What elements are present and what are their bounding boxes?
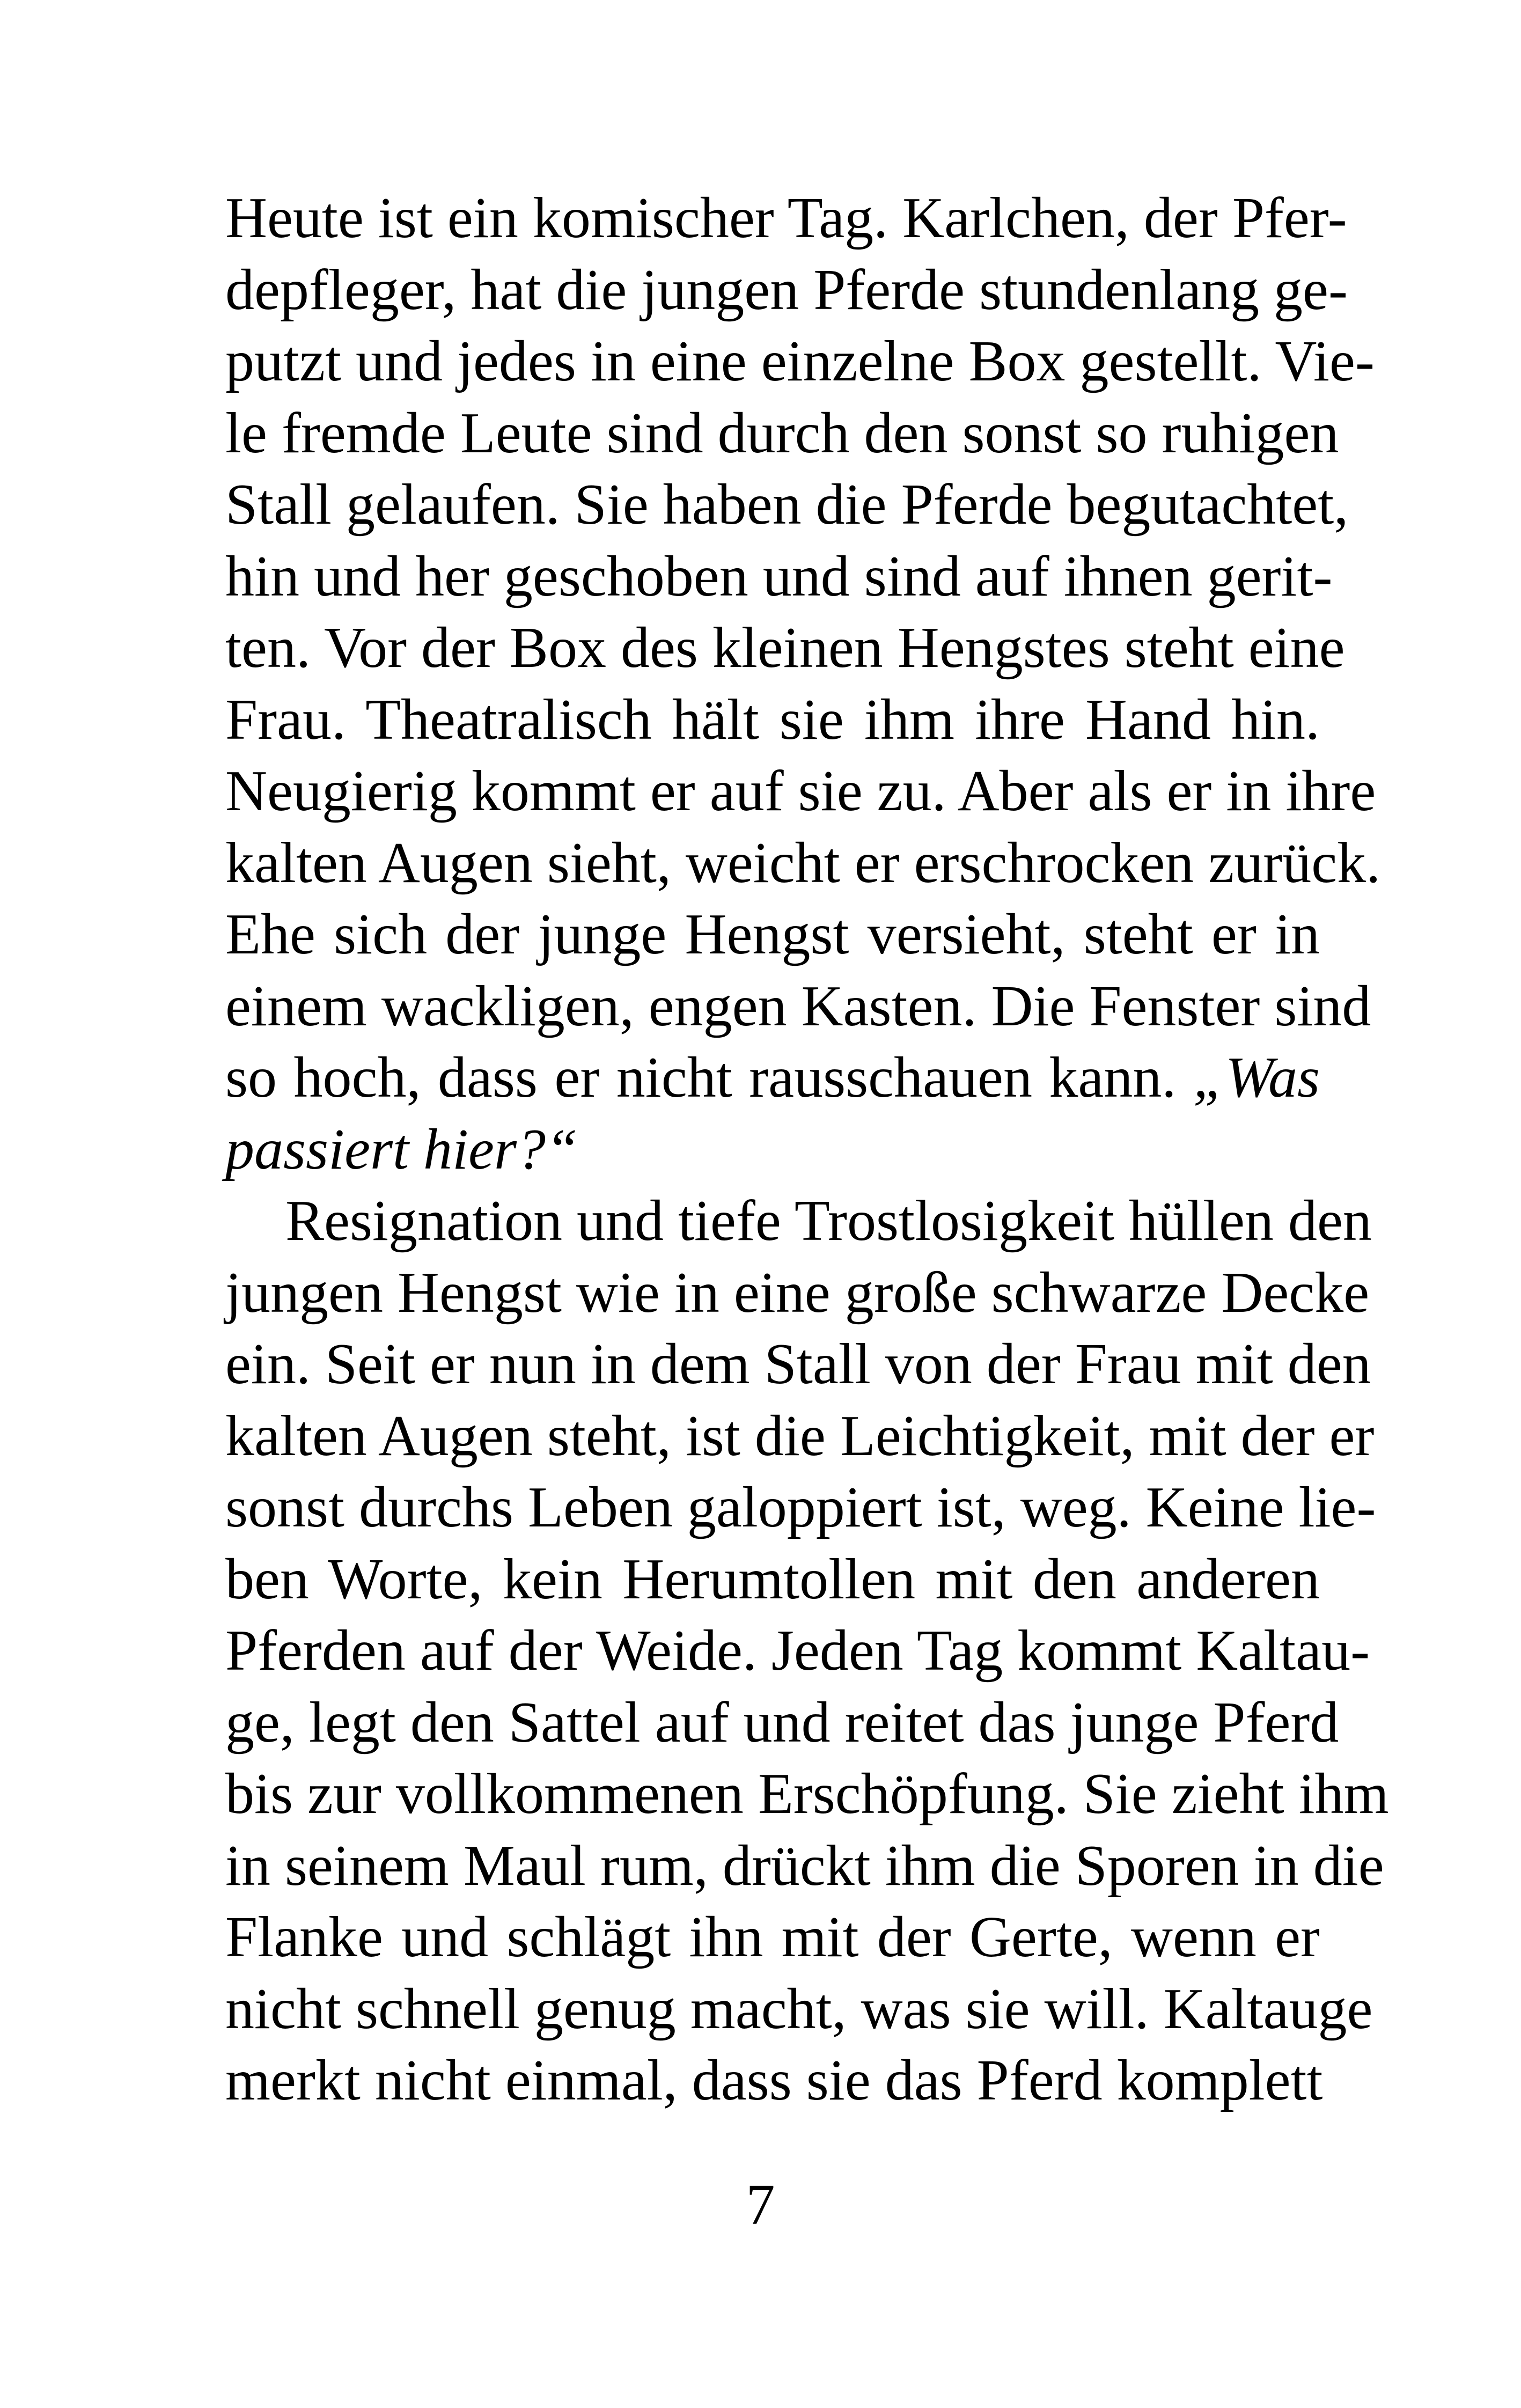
text-line: in seinem Maul rum, drückt ihm die Sporen in die bbox=[225, 1833, 1384, 1898]
text-line: ein. Seit er nun in dem Stall von der Frau mit den bbox=[225, 1332, 1371, 1396]
quoted-speech-end: passiert hier?“ bbox=[225, 1117, 578, 1181]
text-line: hin und her geschoben und sind auf ihnen gerit- bbox=[225, 544, 1333, 608]
quoted-speech-start: „Was bbox=[1193, 1046, 1320, 1110]
text-line: le fremde Leute sind durch den sonst so ruhigen bbox=[225, 401, 1339, 465]
text-line: sonst durchs Leben galoppiert ist, weg. Keine lie- bbox=[225, 1475, 1376, 1539]
paragraph-1 bbox=[225, 182, 1381, 1185]
text-line: depfleger, hat die jungen Pferde stundenlang ge- bbox=[225, 258, 1348, 322]
text-line: Resignation und tiefe Trostlosigkeit hüllen den bbox=[285, 1189, 1372, 1253]
text-line: bis zur vollkommenen Erschöpfung. Sie zieht ihm bbox=[225, 1762, 1389, 1826]
text-line: ten. Vor der Box des kleinen Hengstes steht eine bbox=[225, 616, 1345, 680]
text-line: kalten Augen steht, ist die Leichtigkeit, mit der er bbox=[225, 1404, 1375, 1468]
text-line: Flanke und schlägt ihn mit der Gerte, wenn er bbox=[225, 1905, 1320, 1969]
text-line: Stall gelaufen. Sie haben die Pferde begutachtet, bbox=[225, 473, 1349, 537]
text-line: Heute ist ein komischer Tag. Karlchen, der Pfer- bbox=[225, 186, 1347, 250]
text-line: putzt und jedes in eine einzelne Box gestellt. Vie- bbox=[225, 329, 1375, 393]
text-line: Pferden auf der Weide. Jeden Tag kommt Kaltau- bbox=[225, 1619, 1370, 1683]
text-line bbox=[225, 1042, 1320, 1114]
text-segment: so hoch, dass er nicht rausschauen kann. bbox=[225, 1046, 1177, 1110]
text-line: Frau. Theatralisch hält sie ihm ihre Hand hin. bbox=[225, 687, 1320, 752]
text-line: nicht schnell genug macht, was sie will. Kaltauge bbox=[225, 1977, 1373, 2041]
text-line: einem wackligen, engen Kasten. Die Fenster sind bbox=[225, 974, 1371, 1038]
text-line: Neugierig kommt er auf sie zu. Aber als er in ihre bbox=[225, 759, 1376, 823]
text-line: jungen Hengst wie in eine große schwarze Decke bbox=[225, 1260, 1370, 1325]
text-line: ben Worte, kein Herumtollen mit den anderen bbox=[225, 1547, 1320, 1611]
body-text bbox=[225, 182, 1389, 2117]
text-line: kalten Augen sieht, weicht er erschrocken zurück. bbox=[225, 831, 1381, 895]
paragraph-2 bbox=[225, 1185, 1389, 2117]
text-line: ge, legt den Sattel auf und reitet das junge Pferd bbox=[225, 1690, 1339, 1754]
page-number: 7 bbox=[746, 2173, 775, 2237]
text-line: merkt nicht einmal, dass sie das Pferd komplett bbox=[225, 2049, 1323, 2112]
text-line: Ehe sich der junge Hengst versieht, steht er in bbox=[225, 902, 1320, 966]
